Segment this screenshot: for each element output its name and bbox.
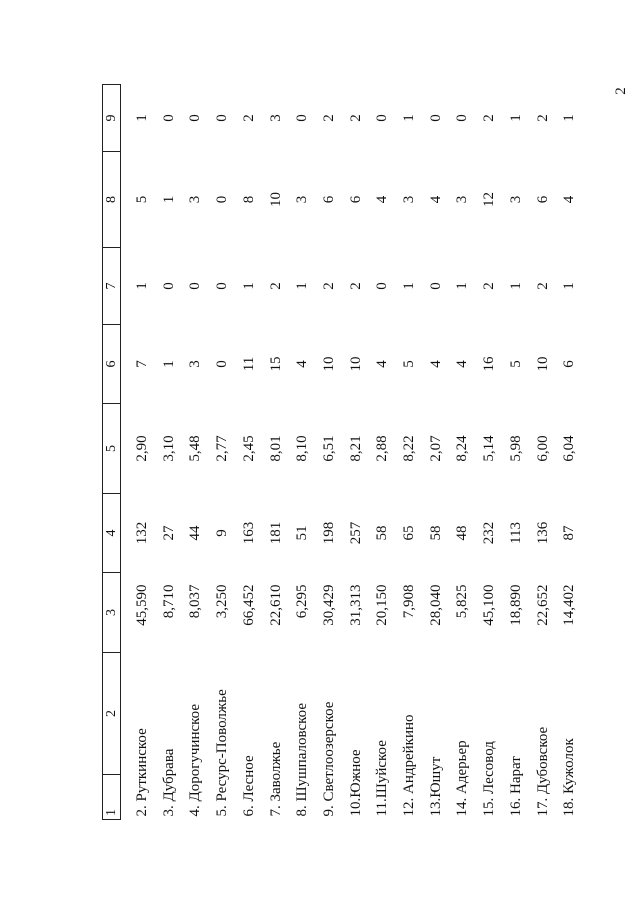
cell-name: 6. Лесное — [240, 755, 257, 817]
cell-c9: 0 — [160, 114, 177, 122]
cell-c3: 66,452 — [240, 584, 257, 626]
cell-c8: 0 — [214, 195, 231, 204]
cell-c4: 132 — [134, 521, 150, 545]
cell-c5: 8,21 — [347, 435, 364, 462]
rotated-table-container — [102, 85, 602, 820]
cell-c4: 136 — [534, 521, 551, 545]
column-header-1: 1 — [103, 775, 121, 820]
cell-c8: 6 — [320, 195, 337, 204]
cell-name: 13.Юшут — [427, 756, 444, 817]
cell-name: 9. Светлоозерское — [320, 701, 337, 817]
column-header-2: 2 — [103, 653, 121, 775]
cell-c4: 257 — [347, 521, 364, 545]
cell-c4: 58 — [374, 525, 391, 541]
cell-c3: 5,825 — [454, 584, 471, 619]
table-row — [476, 85, 503, 820]
cell-c5: 6,51 — [320, 435, 337, 462]
table-row — [316, 85, 343, 820]
table-row — [289, 85, 316, 820]
cell-c6: 11 — [240, 356, 257, 372]
cell-c5: 5,98 — [507, 435, 524, 462]
cell-c4: 232 — [481, 521, 498, 545]
cell-c4: 48 — [454, 525, 471, 541]
cell-c9: 1 — [401, 114, 418, 122]
cell-c5: 8,10 — [294, 435, 311, 462]
cell-c8: 12 — [481, 192, 498, 207]
table-row — [423, 85, 450, 820]
cell-c7: 0 — [187, 282, 204, 290]
cell-c6: 10 — [320, 356, 337, 372]
cell-c3: 31,313 — [347, 584, 364, 626]
column-header-5: 5 — [103, 404, 121, 494]
cell-c9: 0 — [427, 114, 444, 122]
cell-c4: 65 — [401, 525, 418, 541]
cell-c7: 2 — [267, 282, 284, 290]
cell-c7: 2 — [481, 282, 498, 290]
cell-c5: 8,01 — [267, 435, 284, 462]
column-header-3: 3 — [103, 573, 121, 653]
table-row — [369, 85, 396, 820]
cell-c6: 6 — [561, 360, 578, 368]
cell-c3: 8,710 — [160, 584, 177, 619]
cell-c7: 0 — [214, 282, 231, 290]
cell-c7: 0 — [374, 282, 391, 290]
cell-c9: 2 — [320, 114, 337, 122]
cell-c6: 16 — [481, 356, 498, 372]
cell-c5: 5,48 — [187, 435, 204, 462]
cell-c6: 10 — [347, 356, 364, 372]
cell-c7: 1 — [507, 282, 524, 290]
cell-c6: 10 — [534, 356, 551, 372]
cell-name: 14. Адерьер — [454, 740, 471, 817]
cell-c3: 30,429 — [320, 584, 337, 626]
cell-c5: 2,77 — [214, 435, 231, 462]
cell-c4: 198 — [320, 521, 337, 545]
cell-c8: 3 — [507, 195, 524, 204]
cell-c3: 3,250 — [214, 584, 231, 619]
cell-c7: 1 — [240, 282, 257, 290]
cell-c4: 87 — [561, 525, 578, 541]
cell-c7: 1 — [401, 282, 418, 290]
cell-c8: 5 — [134, 195, 150, 204]
cell-c6: 4 — [427, 360, 444, 368]
cell-name: 17. Дубовское — [534, 726, 551, 817]
cell-name: 15. Лесовод — [481, 741, 498, 817]
cell-c6: 15 — [267, 356, 284, 372]
cell-c9: 0 — [374, 114, 391, 122]
cell-c7: 2 — [347, 282, 364, 290]
cell-c9: 2 — [481, 114, 498, 122]
cell-c6: 4 — [294, 360, 311, 368]
cell-name: 4. Дорогучинское — [187, 703, 204, 817]
table-row — [263, 85, 290, 820]
cell-c3: 28,040 — [427, 584, 444, 626]
table-row — [556, 85, 583, 820]
cell-c9: 2 — [534, 114, 551, 122]
column-header-8: 8 — [103, 152, 121, 248]
cell-c8: 4 — [561, 195, 578, 204]
cell-c9: 0 — [454, 114, 471, 122]
cell-c4: 58 — [427, 525, 444, 541]
table-row — [121, 85, 156, 820]
cell-c9: 1 — [507, 114, 524, 122]
cell-c9: 1 — [134, 114, 150, 122]
column-header-9: 9 — [103, 85, 121, 152]
page-number: 2 — [613, 87, 629, 95]
cell-c9: 2 — [240, 114, 257, 122]
table-row — [182, 85, 209, 820]
cell-c3: 18,890 — [507, 584, 524, 626]
cell-c5: 6,00 — [534, 435, 551, 462]
cell-c8: 6 — [534, 195, 551, 204]
cell-c4: 44 — [187, 525, 204, 541]
cell-c5: 6,04 — [561, 435, 578, 462]
table-row — [236, 85, 263, 820]
cell-c5: 8,22 — [401, 435, 418, 462]
cell-c8: 4 — [374, 195, 391, 204]
cell-c6: 5 — [507, 360, 524, 368]
cell-name: 5. Ресурс-Поволжье — [214, 689, 231, 817]
cell-c4: 113 — [507, 522, 524, 544]
cell-c7: 0 — [427, 282, 444, 290]
cell-c3: 6,295 — [294, 584, 311, 619]
cell-c3: 7,908 — [401, 584, 418, 619]
table-row — [396, 85, 423, 820]
cell-c3: 22,610 — [267, 584, 284, 626]
cell-c6: 4 — [374, 360, 391, 368]
cell-c7: 0 — [160, 282, 177, 290]
cell-c8: 4 — [427, 195, 444, 204]
cell-c8: 10 — [267, 192, 284, 207]
cell-c3: 45,100 — [481, 584, 498, 626]
cell-c9: 3 — [267, 114, 284, 122]
cell-c7: 1 — [134, 282, 150, 290]
cell-c4: 51 — [294, 525, 311, 541]
cell-c3: 45,590 — [134, 584, 150, 626]
cell-c6: 1 — [160, 360, 177, 368]
cell-c5: 5,14 — [481, 435, 498, 462]
cell-c6: 3 — [187, 360, 204, 368]
cell-c9: 0 — [294, 114, 311, 122]
cell-name: 3. Дубрава — [160, 748, 177, 817]
cell-c5: 2,07 — [427, 435, 444, 462]
cell-c5: 2,90 — [134, 435, 150, 462]
column-header-4: 4 — [103, 494, 121, 573]
cell-c7: 2 — [320, 282, 337, 290]
cell-c5: 2,88 — [374, 435, 391, 462]
cell-c9: 0 — [214, 114, 231, 122]
cell-c8: 1 — [160, 195, 177, 204]
header-row — [103, 85, 121, 820]
cell-c7: 1 — [294, 282, 311, 290]
cell-c3: 8,037 — [187, 584, 204, 619]
cell-c7: 1 — [561, 282, 578, 290]
cell-c4: 27 — [160, 525, 177, 541]
cell-name: 7. Заволжье — [267, 741, 284, 817]
cell-c8: 3 — [187, 195, 204, 204]
table-row — [449, 85, 476, 820]
table-row — [209, 85, 236, 820]
table-row — [530, 85, 557, 820]
cell-c3: 14,402 — [561, 584, 578, 626]
cell-c3: 22,652 — [534, 584, 551, 626]
cell-c9: 1 — [561, 114, 578, 122]
cell-c3: 20,150 — [374, 584, 391, 626]
table-body — [121, 85, 583, 820]
cell-c6: 7 — [134, 360, 150, 368]
cell-c6: 5 — [401, 360, 418, 368]
cell-c7: 2 — [534, 282, 551, 290]
cell-name: 12. Андрейкино — [401, 714, 418, 817]
table-row — [156, 85, 183, 820]
cell-c4: 9 — [214, 529, 231, 537]
column-header-6: 6 — [103, 325, 121, 404]
cell-c5: 3,10 — [160, 435, 177, 462]
cell-name: 18. Кужолок — [561, 738, 578, 817]
table-row — [503, 85, 530, 820]
cell-name: 11.Шуйское — [374, 740, 391, 817]
cell-c8: 6 — [347, 195, 364, 204]
table-row — [343, 85, 370, 820]
cell-c4: 181 — [267, 521, 284, 545]
cell-c6: 4 — [454, 360, 471, 368]
cell-name: 16. Нарат — [507, 756, 524, 817]
cell-c8: 8 — [240, 195, 257, 204]
table-header — [103, 85, 121, 820]
cell-name: 10.Южное — [347, 749, 364, 817]
cell-c6: 0 — [214, 360, 231, 368]
cell-c8: 3 — [294, 195, 311, 204]
column-header-7: 7 — [103, 248, 121, 325]
cell-name: 8. Шушпаловское — [294, 702, 311, 817]
cell-c5: 2,45 — [240, 435, 257, 462]
cell-c9: 2 — [347, 114, 364, 122]
cell-c5: 8,24 — [454, 435, 471, 462]
cell-c7: 1 — [454, 282, 471, 290]
cell-c9: 0 — [187, 114, 204, 122]
data-table — [102, 84, 583, 820]
cell-c8: 3 — [401, 195, 418, 204]
cell-name: 2. Руткинское — [134, 728, 150, 817]
cell-c4: 163 — [240, 521, 257, 545]
cell-c8: 3 — [454, 195, 471, 204]
